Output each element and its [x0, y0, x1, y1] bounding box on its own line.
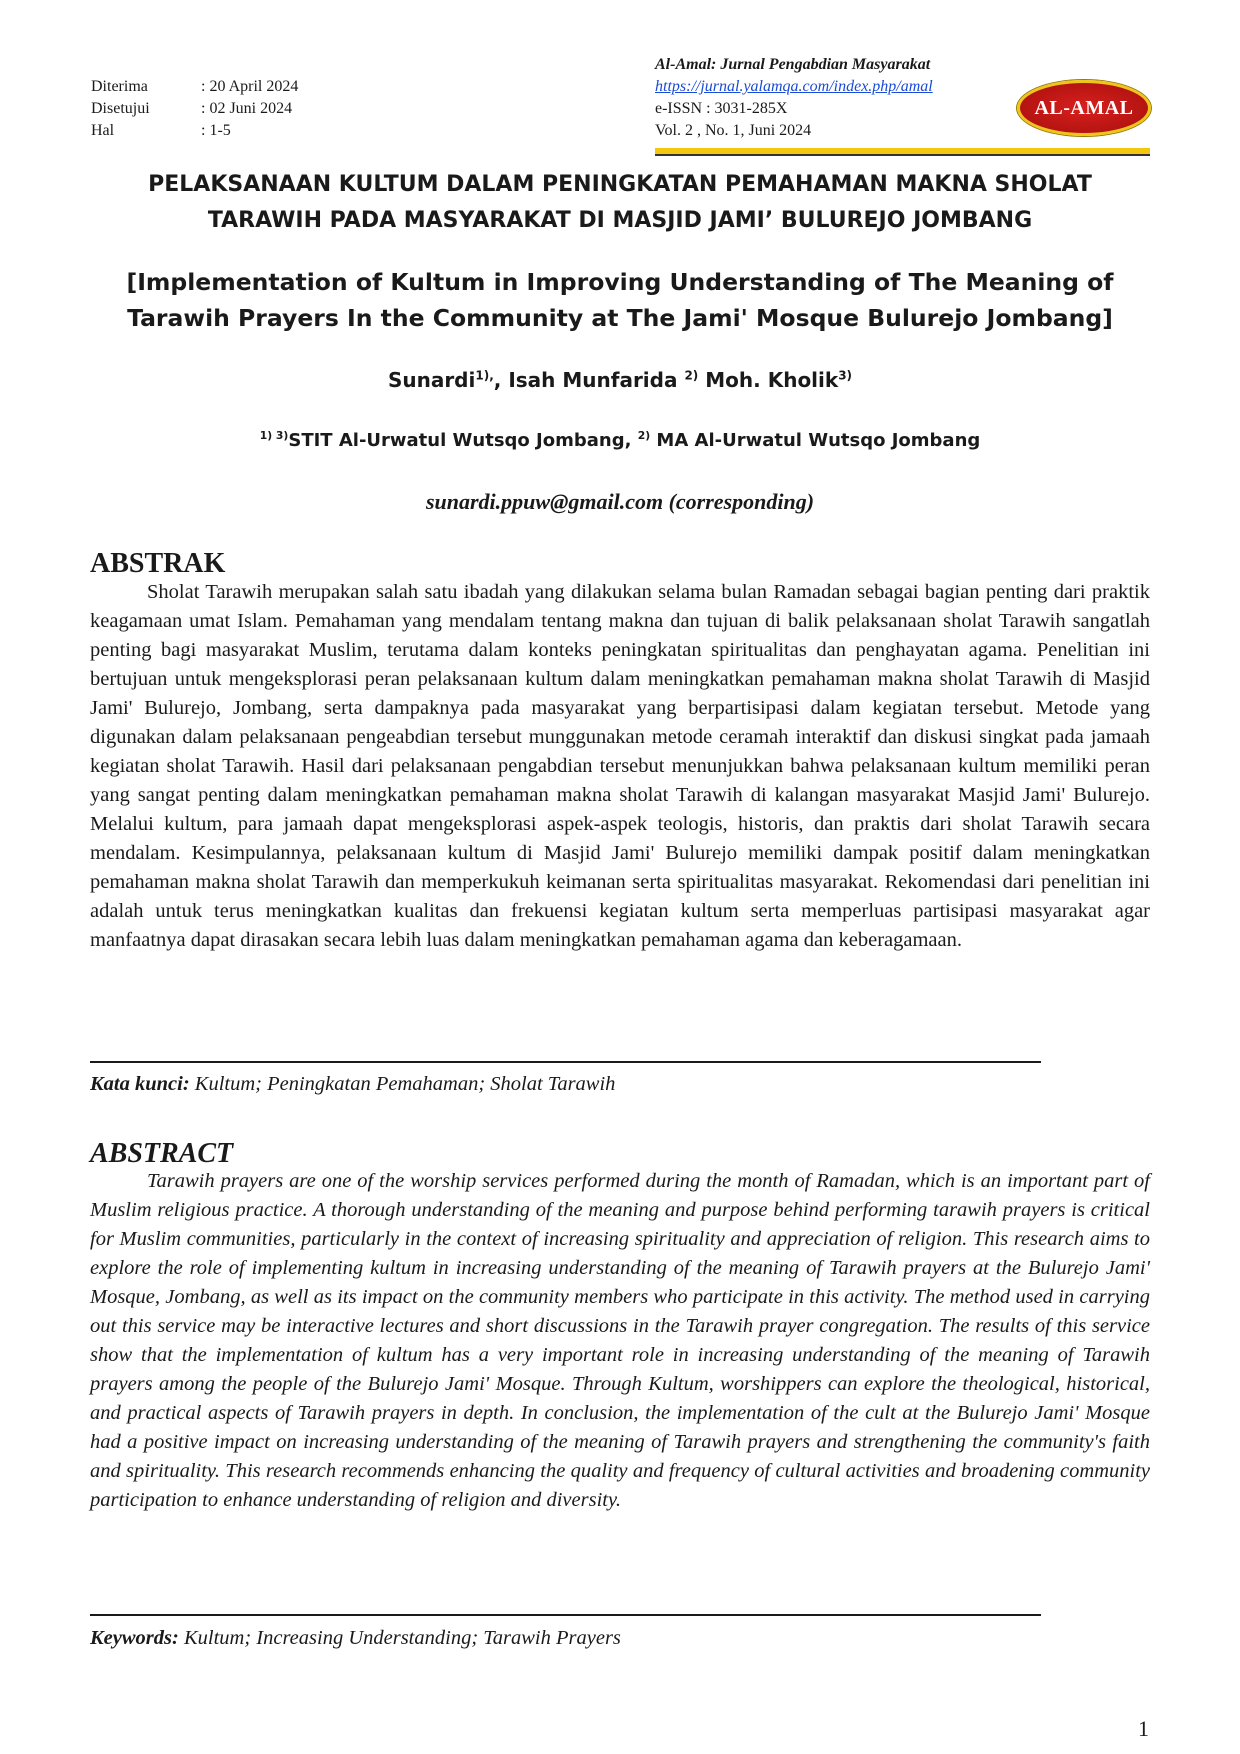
corresponding-email: sunardi.ppuw@gmail.com (corresponding)	[425, 489, 815, 514]
affiliation: MA Al-Urwatul Wutsqo Jombang	[650, 430, 981, 451]
abstrak-heading: ABSTRAK	[90, 548, 226, 579]
header-rule-dark	[655, 154, 1150, 156]
affiliations: $^{1) 3)}$STIT Al-Urwatul Wutsqo Jombang, $^{2)}$ MA Al-Urwatul Wutsqo Jombang	[259, 429, 981, 451]
journal-volume: Vol. 2 , No. 1, Juni 2024	[655, 122, 812, 139]
author-name: Moh. Kholik	[698, 368, 839, 392]
meta-pages: Hal : 1-5	[91, 122, 231, 139]
journal-logo-text: AL-AMAL	[1034, 96, 1134, 119]
author-list: Sunardi$^{1),}$, Isah Munfarida $^{2)}$ Moh. Kholik$^{3)}$	[387, 368, 853, 392]
journal-issn: e-ISSN : 3031-285X	[655, 100, 788, 117]
journal-url-link[interactable]: https://jurnal.yalamqa.com/index.php/amal	[655, 78, 933, 95]
page-number: 1	[1138, 1716, 1149, 1741]
abstrak-body: Sholat Tarawih merupakan salah satu ibadah yang dilakukan selama bulan Ramadan sebagai bagian penting dari praktik keagamaan umat Islam. Pemahaman yang mendalam tentang makna dan tujuan di balik pelaksanaan sholat Tarawih sangatlah penting bagi masyarakat Muslim, terutama dalam konteks peningkatan spiritualitas dan penghayatan agama. Penelitian ini bertujuan untuk mengeksplorasi peran pelaksanaan kultum dalam meningkatkan pemahaman makna sholat Tarawih di Masjid Jami' Bulurejo, Jombang, serta dampaknya pada masyarakat yang berpartisipasi dalam kegiatan tersebut. Metode yang digunakan dalam pelaksanaan pengeabdian tersebut munggunakan metode ceramah interaktif dan diskusi singkat pada jamaah kegiatan sholat Tarawih. Hasil dari pelaksanaan pengabdian tersebut menunjukkan bahwa pelaksanaan kultum memiliki peran yang sangat penting dalam meningkatkan pemahaman makna sholat Tarawih di kalangan masyarakat Masjid Jami' Bulurejo. Melalui kultum, para jamaah dapat mengeksplorasi aspek-aspek teologis, historis, dan praktis dari sholat Tarawih secara mendalam. Kesimpulannya, pelaksanaan kultum di Masjid Jami' Bulurejo memiliki dampak positif dalam meningkatkan pemahaman makna sholat Tarawih dan memperkukuh keimanan serta spiritualitas masyarakat. Rekomendasi dari penelitian ini adalah untuk terus meningkatkan kualitas dan frekuensi kegiatan kultum serta memperluas partisipasi masyarakat agar manfaatnya dapat dirasakan secara lebih luas dalam meningkatkan pemahaman agama dan keberagamaan.	[90, 581, 1150, 951]
journal-logo	[1017, 80, 1151, 136]
meta-received: Diterima : 20 April 2024	[91, 78, 299, 95]
keywords-values: Kultum; Increasing Understanding; Tarawih Prayers	[178, 1627, 621, 1649]
title-english: [Implementation of Kultum in Improving Understanding of The Meaning of Tarawih Prayers In the Community at The Jami' Mosque Bulurejo Jombang]	[126, 268, 1114, 332]
affiliation: STIT Al-Urwatul Wutsqo Jombang,	[288, 430, 638, 451]
author-name: , Isah Munfarida	[493, 368, 685, 392]
kata-kunci-label: Kata kunci:	[90, 1073, 190, 1095]
author-name: Sunardi	[387, 368, 476, 392]
title-indonesian: PELAKSANAAN KULTUM DALAM PENINGKATAN PEMAHAMAN MAKNA SHOLAT TARAWIH PADA MASYARAKAT DI MASJID JAMI’ BULUREJO JOMBANG	[148, 172, 1092, 233]
divider	[90, 1061, 1041, 1063]
abstract-heading: ABSTRACT	[90, 1138, 234, 1169]
keywords-label: Keywords:	[90, 1627, 179, 1649]
keywords	[90, 1624, 621, 1652]
kata-kunci	[90, 1070, 615, 1098]
divider	[90, 1614, 1041, 1616]
kata-kunci-values: Kultum; Peningkatan Pemahaman; Sholat Tarawih	[189, 1073, 616, 1095]
abstract-body: Tarawih prayers are one of the worship services performed during the month of Ramadan, which is an important part of Muslim religious practice. A thorough understanding of the meaning and purpose behind performing tarawih prayers is critical for Muslim communities, particularly in the context of increasing spirituality and appreciation of religion. This research aims to explore the role of implementing kultum in increasing understanding of the meaning of Tarawih prayers at the Bulurejo Jami' Mosque, Jombang, as well as its impact on the community members who participate in this activity. The method used in carrying out this service may be interactive lectures and short discussions in the Tarawih prayer congregation. The results of this service show that the implementation of kultum has a very important role in increasing understanding of the meaning of Tarawih prayers among the people of the Bulurejo Jami' Mosque. Through Kultum, worshippers can explore the theological, historical, and practical aspects of Tarawih prayers in depth. In conclusion, the implementation of the cult at the Bulurejo Jami' Mosque had a positive impact on increasing understanding of the meaning of Tarawih prayers and strengthening the community's faith and spirituality. This research recommends enhancing the quality and frequency of cultural activities and broadening community participation to enhance understanding of religion and diversity.	[90, 1170, 1150, 1511]
meta-approved: Disetujui : 02 Juni 2024	[91, 100, 293, 117]
journal-name: Al-Amal: Jurnal Pengabdian Masyarakat	[655, 56, 931, 73]
